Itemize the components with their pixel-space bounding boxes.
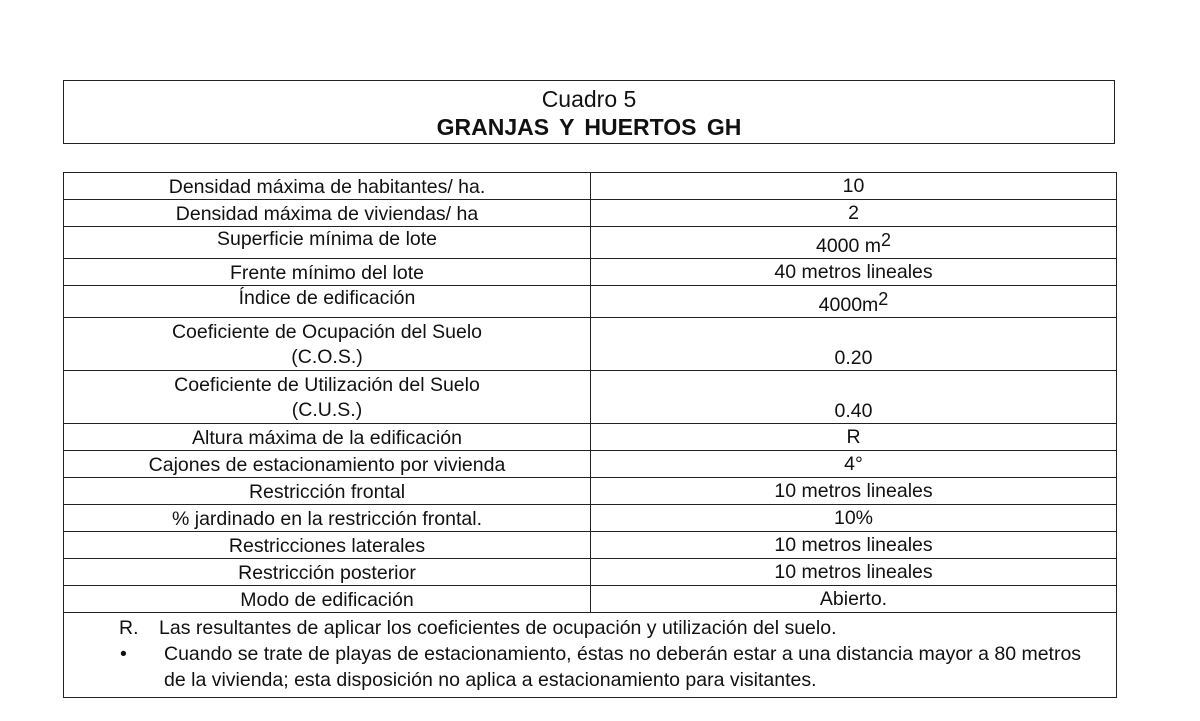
note-r-text: Las resultantes de aplicar los coeficientes de ocupación y utilización del suelo. [159, 617, 837, 639]
row-value: 4° [591, 451, 1117, 478]
row-label: Coeficiente de Ocupación del Suelo (C.O.S.) [64, 318, 591, 371]
table-row [64, 318, 1117, 371]
note-bullet-item [64, 641, 1116, 693]
table-row [64, 478, 1117, 505]
table-row [64, 259, 1117, 286]
table-row [64, 532, 1117, 559]
row-value: 0.20 [591, 318, 1117, 371]
zoning-table [63, 172, 1117, 698]
row-label: Índice de edificación [64, 286, 591, 318]
row-label: Modo de edificación [64, 586, 591, 613]
note-r [64, 615, 1116, 641]
row-value: R [591, 424, 1117, 451]
table-row [64, 505, 1117, 532]
row-label: Coeficiente de Utilización del Suelo (C.U.S.) [64, 371, 591, 424]
notes-row [64, 613, 1117, 698]
table-row [64, 286, 1117, 318]
table-row [64, 451, 1117, 478]
row-value: 0.40 [591, 371, 1117, 424]
row-value: 2 [591, 200, 1117, 227]
row-value: Abierto. [591, 586, 1117, 613]
row-value: 4000 $m^2$ [591, 227, 1117, 259]
row-label: Superficie mínima de lote [64, 227, 591, 259]
row-label: Frente mínimo del lote [64, 259, 591, 286]
row-label: Densidad máxima de viviendas/ ha [64, 200, 591, 227]
table-number: Cuadro 5 [541, 86, 637, 112]
row-label: Restricción frontal [64, 478, 591, 505]
row-label: Cajones de estacionamiento por vivienda [64, 451, 591, 478]
row-value: 10% [591, 505, 1117, 532]
note-r-mark: R. [119, 617, 139, 639]
table-title: GRANJAS Y HUERTOS GH [436, 114, 742, 140]
row-value: $4000m^2$ [591, 286, 1117, 318]
bullet-icon: • [120, 643, 127, 665]
row-label: Restricción posterior [64, 559, 591, 586]
row-value: 10 [591, 173, 1117, 200]
row-label: Restricciones laterales [64, 532, 591, 559]
row-label: Altura máxima de la edificación [64, 424, 591, 451]
table-row [64, 227, 1117, 259]
table-row [64, 173, 1117, 200]
table-row [64, 424, 1117, 451]
row-value: 10 metros lineales [591, 559, 1117, 586]
note-bullet-text: Cuando se trate de playas de estacionamiento, éstas no deberán estar a una distancia mayor a 80 metros de la vivienda; esta disposición no aplica a estacionamiento para visitantes. [164, 643, 1082, 691]
table-row [64, 200, 1117, 227]
table-row [64, 371, 1117, 424]
table-row [64, 559, 1117, 586]
table-row [64, 586, 1117, 613]
row-value: 40 metros lineales [591, 259, 1117, 286]
row-value: 10 metros lineales [591, 478, 1117, 505]
table-title-box [63, 80, 1115, 144]
row-label: Densidad máxima de habitantes/ ha. [64, 173, 591, 200]
table-notes [64, 613, 1117, 698]
row-value: 10 metros lineales [591, 532, 1117, 559]
row-label: % jardinado en la restricción frontal. [64, 505, 591, 532]
